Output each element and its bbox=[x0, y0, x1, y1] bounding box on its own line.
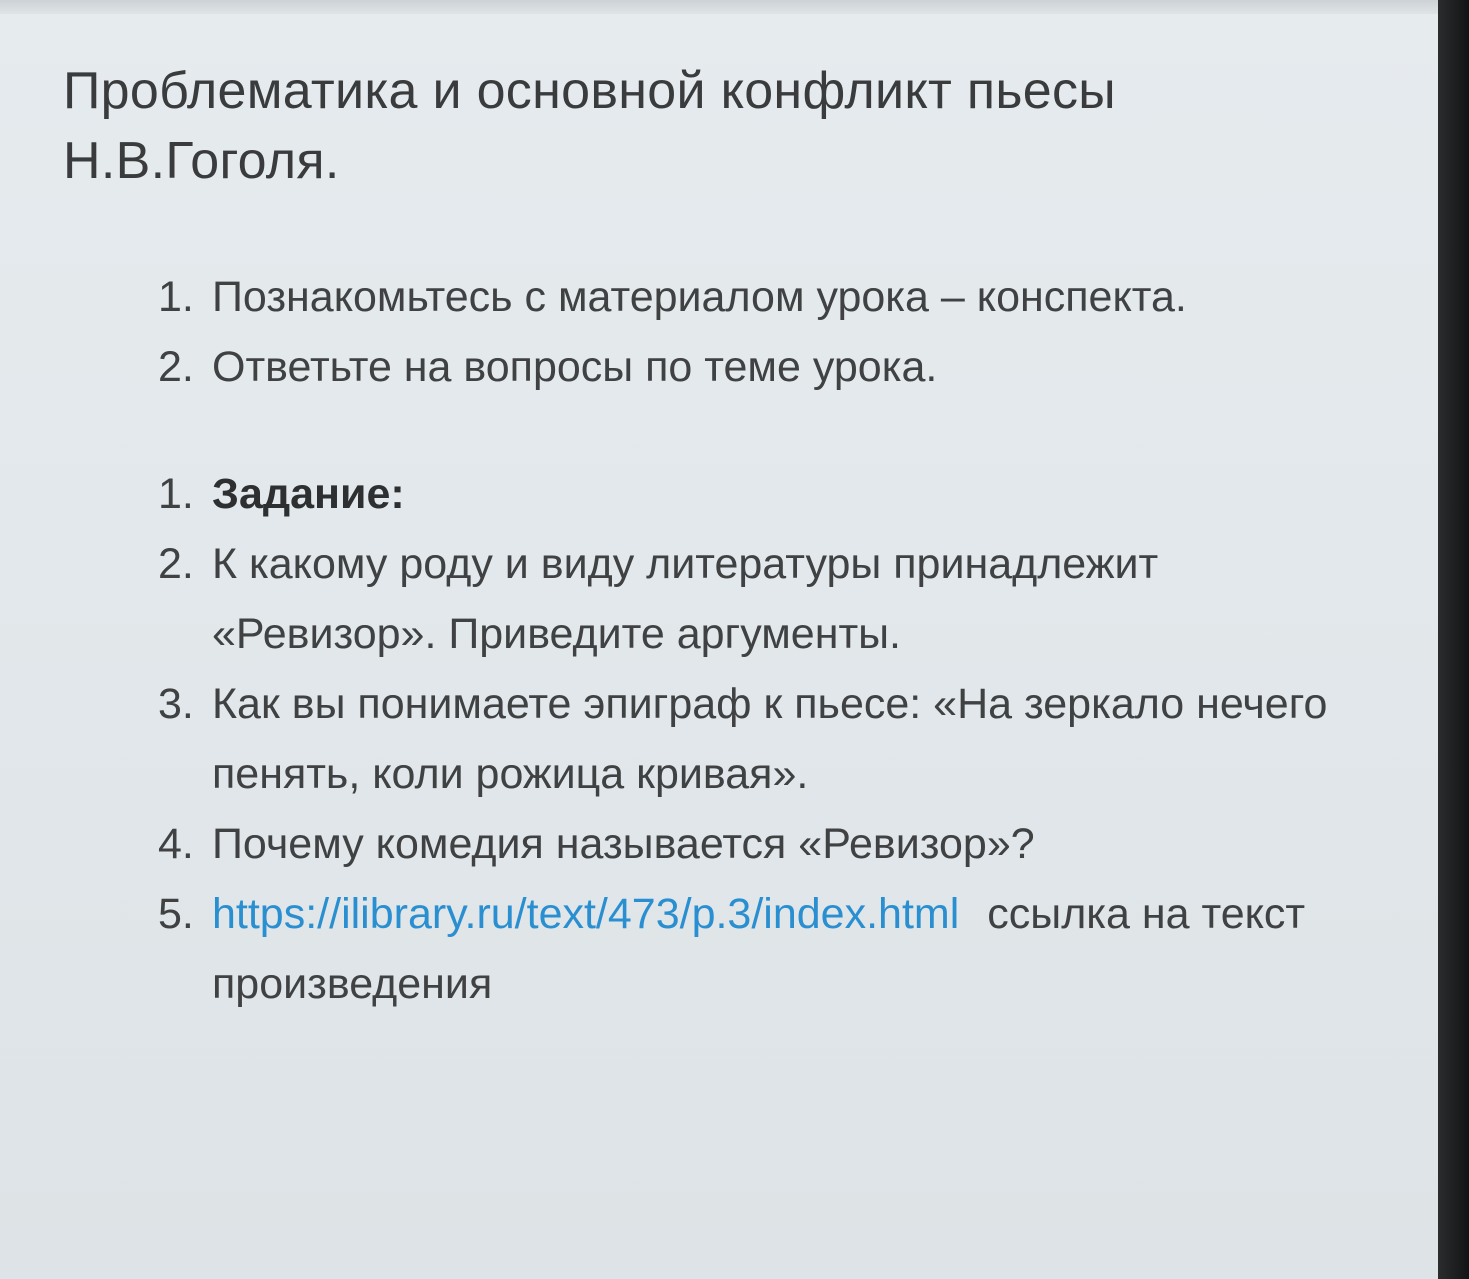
tasks-header bbox=[0, 459, 1438, 529]
page-title: Проблематика и основной конфликт пьесы Н.В.Гоголя. bbox=[63, 62, 1116, 190]
question-epigraph bbox=[0, 669, 1438, 809]
list-number: 4. bbox=[158, 820, 194, 868]
instructions-list bbox=[0, 262, 1438, 402]
top-strip bbox=[0, 0, 1438, 14]
list-text: Познакомьтесь с материалом урока – конспекта. bbox=[212, 273, 1187, 321]
list-number: 1. bbox=[158, 470, 194, 518]
question-text: Почему комедия называется «Ревизор»? bbox=[212, 820, 1035, 868]
list-number: 5. bbox=[158, 890, 194, 938]
question-genre bbox=[0, 529, 1438, 669]
list-number: 2. bbox=[158, 540, 194, 588]
list-number: 1. bbox=[158, 273, 194, 321]
tasks-list bbox=[0, 459, 1438, 1019]
list-text: Ответьте на вопросы по теме урока. bbox=[212, 343, 938, 391]
tasks-header-label: Задание: bbox=[212, 470, 405, 518]
question-text: К какому роду и виду литературы принадлежит «Ревизор». Приведите аргументы. bbox=[212, 540, 1159, 658]
ilibrary-link[interactable]: https://ilibrary.ru/text/473/p.3/index.html bbox=[212, 890, 960, 938]
link-caption: ссылка на текст произведения bbox=[212, 890, 1306, 1008]
question-text: Как вы понимаете эпиграф к пьесе: «На зеркало нечего пенять, коли рожица кривая». bbox=[212, 680, 1328, 798]
device-bezel bbox=[1438, 0, 1469, 1279]
question-title bbox=[0, 809, 1438, 879]
text-link-item bbox=[0, 879, 1438, 1019]
list-item bbox=[0, 332, 1438, 402]
list-number: 3. bbox=[158, 680, 194, 728]
list-item bbox=[0, 262, 1438, 332]
list-number: 2. bbox=[158, 343, 194, 391]
